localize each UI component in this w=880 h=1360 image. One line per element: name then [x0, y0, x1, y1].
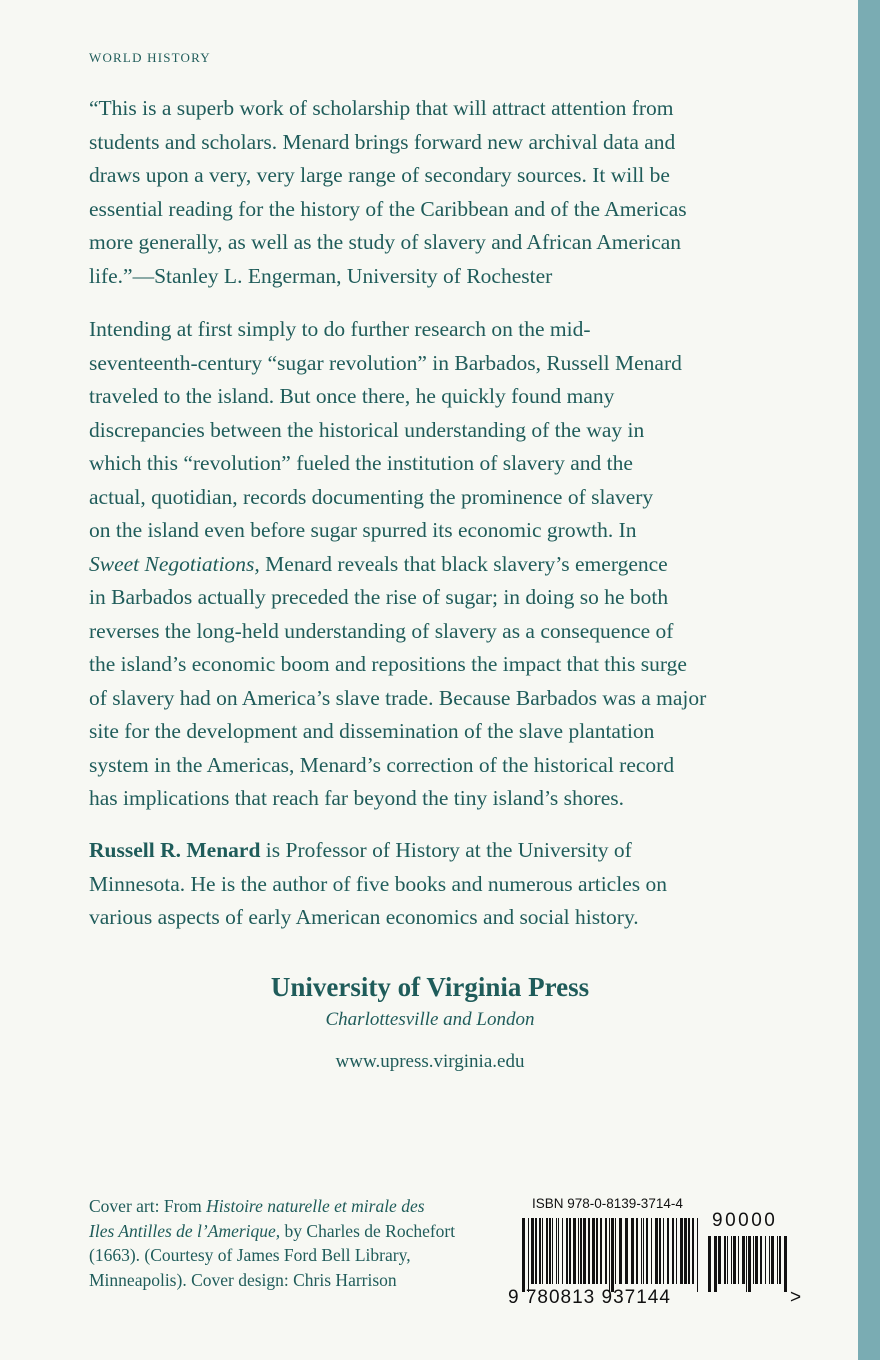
category-label: WORLD HISTORY: [89, 50, 211, 65]
credits-line: [89, 1219, 455, 1244]
description-line: has implications that reach far beyond the tiny island’s shores.: [89, 786, 624, 810]
isbn-digits: 9 780813 937144: [508, 1287, 671, 1308]
description-text: Menard reveals that black slavery’s emergence: [259, 551, 668, 576]
barcode-bar: [731, 1236, 732, 1284]
barcode-bar: [641, 1218, 642, 1284]
quote-line: more generally, as well as the study of slavery and African American: [89, 230, 682, 254]
barcode-bar: [562, 1218, 563, 1284]
credits-work-title: Histoire naturelle et mirale des: [206, 1196, 425, 1216]
barcode-bar: [655, 1218, 658, 1284]
barcode-bar: [625, 1218, 628, 1284]
barcode-bar: [746, 1236, 747, 1292]
barcode-arrow: >: [790, 1287, 802, 1308]
barcode-bar: [738, 1236, 739, 1284]
barcode-bar: [558, 1218, 559, 1284]
bio-line: Minnesota. He is the author of five books and numerous articles on: [89, 871, 667, 896]
barcode-bar: [549, 1218, 551, 1284]
barcode-bar: [542, 1218, 543, 1284]
description-line: system in the Americas, Menard’s correction of the historical record: [89, 752, 675, 777]
barcode-bar: [765, 1236, 766, 1284]
barcode-bar: [697, 1218, 698, 1292]
barcode-bar: [646, 1218, 648, 1284]
barcode-bar: [659, 1218, 661, 1284]
barcode-bar: [779, 1236, 781, 1284]
barcode-bar: [522, 1218, 525, 1292]
credits-line: Minneapolis). Cover design: Chris Harrison: [89, 1269, 397, 1290]
author-name: Russell R. Menard: [89, 838, 261, 862]
barcode-bar: [784, 1236, 787, 1292]
barcode-bar: [714, 1236, 717, 1292]
credits-prefix: Cover art: From: [89, 1196, 207, 1216]
barcode-bar: [596, 1218, 598, 1284]
barcode-bar: [592, 1218, 595, 1284]
barcode-bar: [583, 1218, 586, 1284]
barcode-bar: [708, 1236, 711, 1292]
barcode-bar: [651, 1218, 652, 1284]
barcode-bar: [531, 1218, 534, 1284]
quote-line: “This is a superb work of scholarship that will attract attention from: [89, 96, 674, 120]
barcode-bar: [692, 1218, 694, 1284]
barcode-bar: [569, 1218, 571, 1284]
description-line: on the island even before sugar spurred its economic growth. In: [89, 518, 637, 542]
bio-line: [89, 834, 789, 868]
bio-line: various aspects of early American economics and social history.: [89, 905, 639, 929]
barcode-bar: [676, 1218, 677, 1284]
barcode-bar: [578, 1218, 579, 1284]
quote-line: essential reading for the history of the Caribbean and of the Americas: [89, 196, 687, 221]
barcode-bar: [684, 1218, 687, 1284]
barcode-bar: [769, 1236, 770, 1284]
description-line: of slavery had on America’s slave trade. Because Barbados was a major: [89, 685, 707, 710]
barcode-bar: [528, 1218, 529, 1292]
book-description: [89, 313, 789, 816]
quote-line: life.”—Stanley L. Engerman, University of Rochester: [89, 263, 553, 288]
endorsement-quote: [89, 92, 789, 293]
description-line: reverses the long-held understanding of slavery as a consequence of: [89, 618, 674, 643]
barcode-bar: [535, 1218, 537, 1284]
barcode-bar: [733, 1236, 736, 1284]
cover-credits: [89, 1194, 455, 1292]
barcode-bar: [552, 1218, 553, 1284]
barcode-bar: [771, 1236, 774, 1284]
credits-line: (1663). (Courtesy of James Ford Bell Library,: [89, 1245, 411, 1265]
description-line: site for the development and dissemination of the slave plantation: [89, 719, 655, 743]
barcode-bar: [742, 1236, 745, 1284]
barcode-bar: [605, 1218, 607, 1284]
barcode-bar: [609, 1218, 610, 1292]
barcode-bar: [688, 1218, 690, 1284]
credits-text: by Charles de Rochefort: [280, 1220, 456, 1241]
barcode-bar: [631, 1218, 634, 1284]
description-line: the island’s economic boom and repositions the impact that this surge: [89, 652, 687, 676]
barcode-bar: [611, 1218, 614, 1292]
isbn-label: ISBN 978-0-8139-3714-4: [532, 1196, 683, 1211]
barcode-bar: [615, 1218, 616, 1284]
description-line: which this “revolution” fueled the institution of slavery and the: [89, 451, 633, 475]
quote-line: students and scholars. Menard brings forward new archival data and: [89, 129, 676, 154]
publisher-block: [0, 972, 860, 1073]
bio-text: is Professor of History at the University of: [260, 838, 632, 862]
barcode-bar: [718, 1236, 721, 1284]
publisher-name: University of Virginia Press: [270, 972, 590, 1002]
description-line: discrepancies between the historical understanding of the way in: [89, 417, 645, 442]
description-line: actual, quotidian, records documenting the prominence of slavery: [89, 484, 654, 509]
description-line: traveled to the island. But once there, he quickly found many: [89, 384, 615, 408]
barcode-bar: [600, 1218, 602, 1284]
barcode-bar: [636, 1218, 638, 1284]
barcode-bar: [753, 1236, 754, 1284]
barcode-bar: [588, 1218, 590, 1284]
barcode-bar: [619, 1218, 622, 1284]
barcode-bar: [566, 1218, 568, 1284]
barcode-bar: [667, 1218, 669, 1284]
barcode-bar: [556, 1218, 557, 1284]
author-bio: [89, 834, 789, 935]
spine-color-strip: [858, 0, 880, 1360]
barcode-bar: [663, 1218, 664, 1284]
barcode-bar: [777, 1236, 778, 1284]
barcode-bar: [755, 1236, 758, 1284]
description-line: in Barbados actually preceded the rise of sugar; in doing so he both: [89, 585, 669, 609]
barcode-bar: [580, 1218, 582, 1284]
barcode-bar: [727, 1236, 728, 1284]
description-line: [89, 548, 789, 582]
barcode-bar: [724, 1236, 726, 1284]
barcode-bar: [643, 1218, 644, 1284]
book-title: Sweet Negotiations,: [89, 551, 260, 576]
credits-line: [89, 1194, 455, 1219]
description-line: Intending at first simply to do further research on the mid-: [89, 317, 591, 341]
barcode-bar: [680, 1218, 683, 1284]
publisher-location: Charlottesville and London: [325, 1009, 535, 1030]
description-line: seventeenth-century “sugar revolution” in Barbados, Russell Menard: [89, 350, 682, 375]
barcode-bar: [546, 1218, 548, 1284]
barcode-bar: [760, 1236, 762, 1284]
credits-work-title: Iles Antilles de l’Amerique,: [89, 1220, 281, 1241]
price-code: 90000: [712, 1210, 778, 1231]
barcode-bar: [539, 1218, 541, 1284]
barcode-bar: [672, 1218, 674, 1284]
quote-line: draws upon a very, very large range of secondary sources. It will be: [89, 163, 670, 187]
publisher-url: www.upress.virginia.edu: [335, 1051, 525, 1072]
barcode-bar: [573, 1218, 576, 1284]
isbn-barcode: [508, 1190, 808, 1310]
barcode-bar: [748, 1236, 751, 1292]
